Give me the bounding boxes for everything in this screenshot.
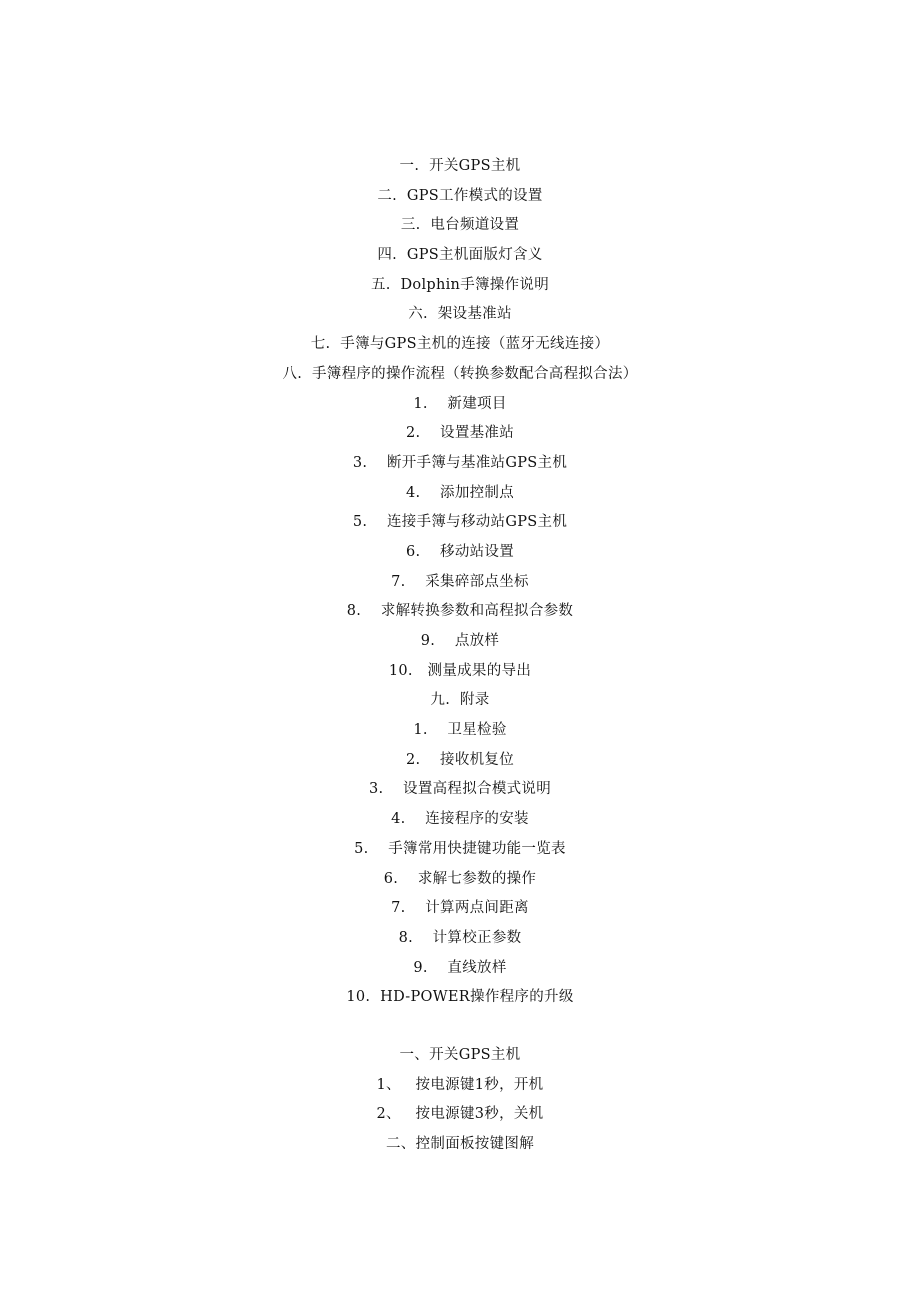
toc-entry: 一. 开关GPS主机: [399, 158, 521, 174]
toc-subentry: 4. 添加控制点: [405, 484, 515, 501]
toc-subentry: 6. 移动站设置: [405, 543, 515, 560]
toc-entry: 八. 手簿程序的操作流程（转换参数配合高程拟合法）: [282, 365, 638, 382]
toc-subentry: 9. 直线放样: [413, 959, 507, 976]
toc-subentry: 2. 设置基准站: [405, 425, 515, 442]
section-heading: 一、开关GPS主机: [399, 1047, 521, 1063]
toc-subentry: 4. 连接程序的安装: [391, 811, 529, 828]
toc-subentry: 10. HD-POWER操作程序的升级: [346, 989, 574, 1006]
toc-entry: 六. 架设基准站: [408, 306, 512, 323]
toc-entry: 七. 手簿与GPS主机的连接（蓝牙无线连接）: [310, 336, 610, 353]
toc-entry: 三. 电台频道设置: [400, 217, 520, 234]
toc-subentry: 8. 计算校正参数: [398, 929, 522, 946]
toc-subentry: 5. 手簿常用快捷键功能一览表: [354, 840, 566, 857]
toc-subentry: 5. 连接手簿与移动站GPS主机: [352, 514, 568, 531]
table-of-contents: [0, 152, 920, 1013]
toc-entry: 五. Dolphin手簿操作说明: [370, 276, 550, 293]
toc-entry: 四. GPS主机面版灯含义: [377, 247, 543, 264]
toc-subentry: 10. 测量成果的导出: [388, 662, 532, 679]
toc-subentry: 7. 采集碎部点坐标: [391, 573, 529, 590]
toc-subentry: 2. 接收机复位: [405, 751, 515, 768]
body-paragraph: 1、 按电源键1秒，开机: [376, 1076, 544, 1093]
body-section: [0, 1041, 920, 1160]
toc-subentry: 3. 设置高程拟合模式说明: [368, 781, 552, 798]
toc-subentry: 8. 求解转换参数和高程拟合参数: [346, 603, 574, 620]
toc-subentry: 1. 卫星检验: [413, 722, 507, 739]
toc-subentry: 3. 断开手簿与基准站GPS主机: [352, 454, 568, 471]
toc-subentry: 6. 求解七参数的操作: [383, 870, 537, 887]
toc-entry: 九. 附录: [430, 692, 490, 709]
toc-subentry: 1. 新建项目: [413, 395, 507, 412]
section-heading: 二、控制面板按键图解: [386, 1136, 534, 1153]
toc-subentry: 7. 计算两点间距离: [391, 900, 529, 917]
body-paragraph: 2、 按电源键3秒，关机: [376, 1106, 544, 1123]
toc-subentry: 9. 点放样: [420, 633, 500, 649]
toc-entry: 二. GPS工作模式的设置: [377, 187, 543, 204]
